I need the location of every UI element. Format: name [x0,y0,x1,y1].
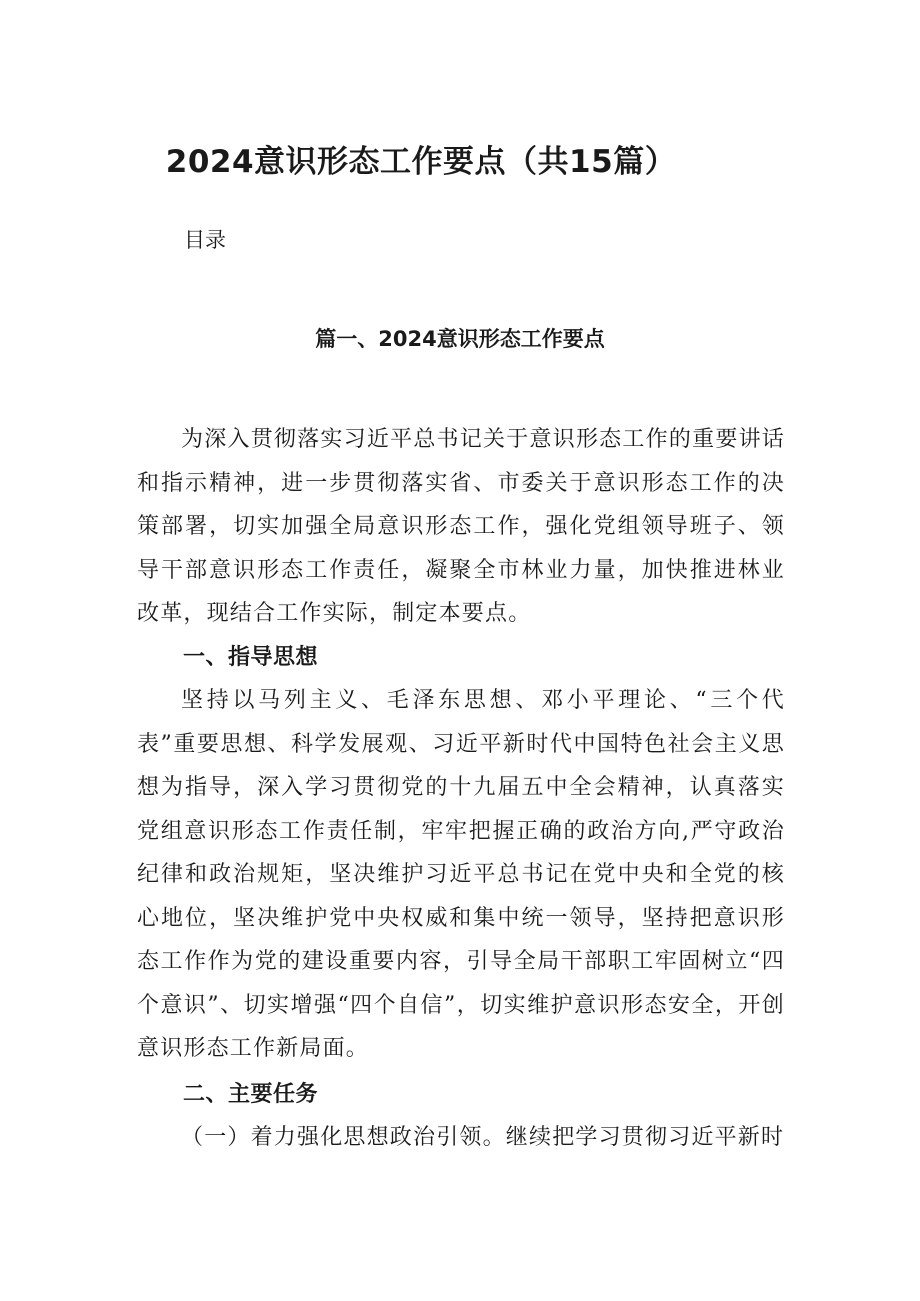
document-title: 2024意识形态工作要点（共15篇） [165,144,677,180]
chapter-title: 篇一、2024意识形态工作要点 [315,327,605,351]
table-of-contents-label: 目录 [184,228,226,252]
section-heading-guiding-ideology: 一、指导思想 [183,644,319,670]
section-heading-main-tasks: 二、主要任务 [183,1081,319,1107]
guiding-ideology-paragraph: 坚持以马列主义、毛泽东思想、邓小平理论、“三个代表”重要思想、科学发展观、习近平新时代中国特色社会主义思想为指导，深入学习贯彻党的十九届五中全会精神，认真落实党组意识形态工作责任制，牢牢把握正确的政治方向,严守政治纪律和政治规矩，坚决维护习近平总书记在党中央和全党的核心地位，坚决维护党中央权威和集中统一领导，坚持把意识形态工作作为党的建设重要内容，引导全局干部职工牢固树立“四个意识”、切实增强“四个自信”，切实维护意识形态安全，开创意识形态工作新局面。 [137,688,785,1061]
document-body [137,418,785,1160]
intro-paragraph: 为深入贯彻落实习近平总书记关于意识形态工作的重要讲话和指示精神，进一步贯彻落实省、市委关于意识形态工作的决策部署，切实加强全局意识形态工作，强化党组领导班子、领导干部意识形态工作责任，凝聚全市林业力量，加快推进林业改革，现结合工作实际，制定本要点。 [137,427,785,626]
main-tasks-paragraph: （一）着力强化思想政治引领。继续把学习贯彻习近平新时 [181,1125,785,1150]
